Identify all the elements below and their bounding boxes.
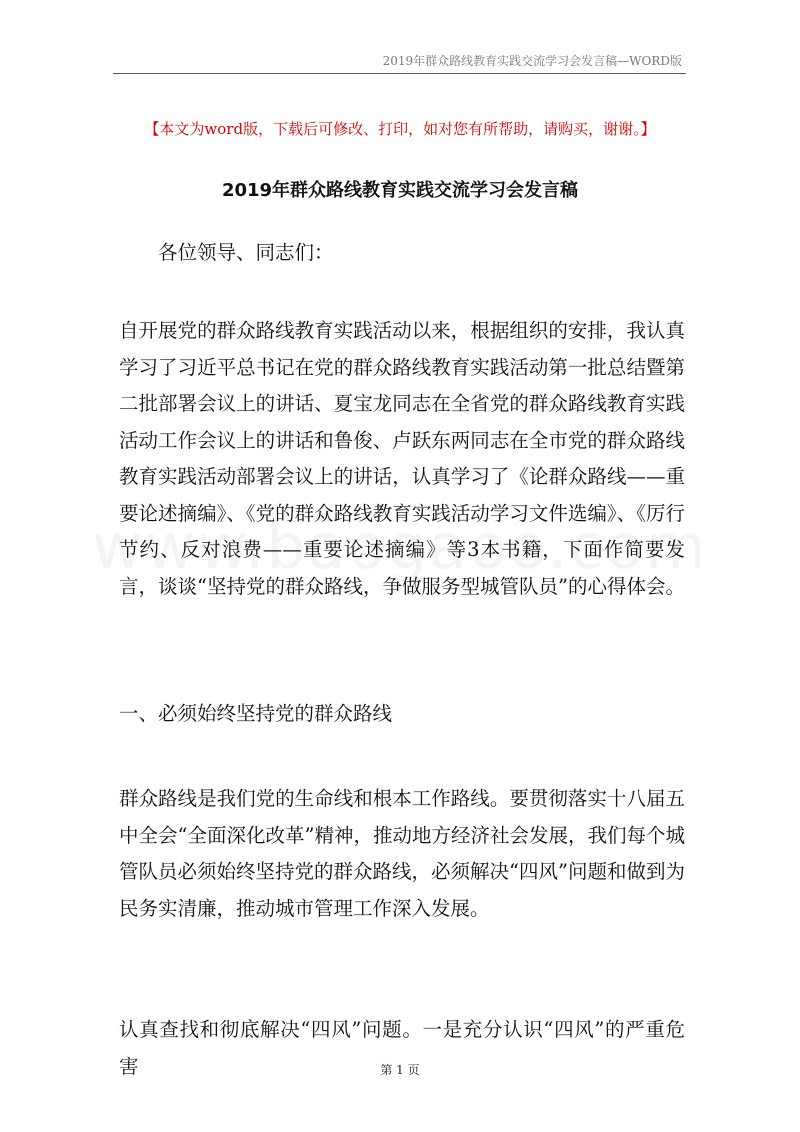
page-number: 第 1 页 xyxy=(380,1063,420,1077)
purchase-notice: 【本文为word版，下载后可修改、打印，如对您有所帮助，请购买，谢谢。】 xyxy=(144,120,656,138)
paragraph-mass-line: 群众路线是我们党的生命线和根本工作路线。要贯彻落实十八届五中全会“全面深化改革”精神，推动地方经济社会发展，我们每个城管队员必须始终坚持党的群众路线，必须解决“四风”问题和做到为民务实清廉，推动城市管理工作深入发展。 xyxy=(119,787,685,920)
salutation-block xyxy=(119,235,685,272)
header-divider xyxy=(113,73,686,74)
paragraph-block-2 xyxy=(119,781,685,927)
section-heading-block xyxy=(119,696,685,733)
paragraph-intro: 自开展党的群众路线教育实践活动以来，根据组织的安排，我认真学习了习近平总书记在党的群众路线教育实践活动第一批总结暨第二批部署会议上的讲话、夏宝龙同志在全省党的群众路线教育实践活动工作会议上的讲话和鲁俊、卢跃东两同志在全市党的群众路线教育实践活动部署会议上的讲话，认真学习了《论群众路线——重要论述摘编》、《党的群众路线教育实践活动学习文件选编》、《厉行节约、反对浪费——重要论述摘编》等3本书籍，下面作简要发言，谈谈“坚持党的群众路线，争做服务型城管队员”的心得体会。 xyxy=(119,319,685,598)
running-header: 2019年群众路线教育实践交流学习会发言稿—WORD版 xyxy=(382,54,682,68)
paragraph-four-winds: 认真查找和彻底解决“四风”问题。一是充分认识“四风”的严重危害 xyxy=(119,1018,685,1078)
paragraph-block-1 xyxy=(119,313,685,605)
salutation: 各位领导、同志们： xyxy=(158,241,334,264)
section-heading-1: 一、必须始终坚持党的群众路线 xyxy=(119,702,393,725)
document-title: 2019年群众路线教育实践交流学习会发言稿 xyxy=(221,180,579,201)
